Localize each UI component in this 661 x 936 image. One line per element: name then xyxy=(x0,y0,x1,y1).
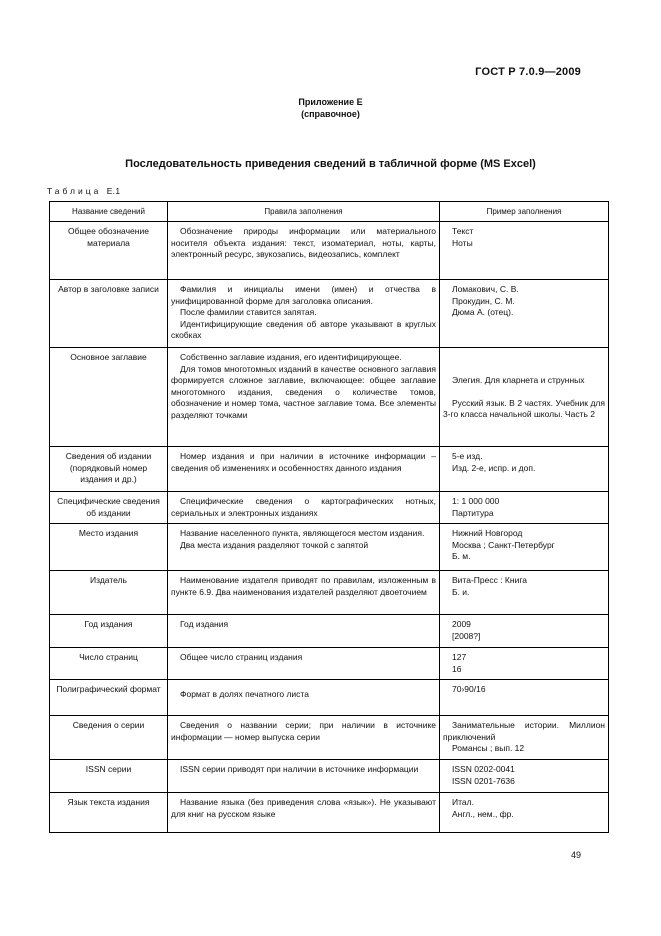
example-text: Романсы ; вып. 12 xyxy=(452,743,525,753)
table-row xyxy=(50,348,609,447)
appendix-title: Приложение Е xyxy=(298,97,363,107)
example-text: 1: 1 000 000 xyxy=(452,496,500,506)
example-text: Элегия. Для кларнета и струнных xyxy=(452,375,585,385)
cell-name: ISSN серии xyxy=(50,760,168,793)
example-text: Ломакович, С. В. xyxy=(452,284,519,294)
example-text: 127 xyxy=(452,652,467,662)
cell-rules xyxy=(168,648,440,680)
cell-name: Сведения об издании (порядковый номер издания и др.) xyxy=(50,447,168,492)
table-row xyxy=(50,222,609,280)
data-table xyxy=(49,201,609,833)
cell-example xyxy=(440,793,609,833)
table-label-number: Е.1 xyxy=(106,186,121,196)
example-text: Вита-Пресс : Книга xyxy=(452,575,527,585)
example-text: 70›90/16 xyxy=(452,684,486,694)
table-row xyxy=(50,280,609,348)
example-text: 16 xyxy=(452,663,462,674)
table-row xyxy=(50,716,609,760)
example-text: Б. м. xyxy=(452,551,471,561)
cell-rules xyxy=(168,280,440,348)
example-text: Дюма А. (отец). xyxy=(452,307,514,317)
document-standard-header: ГОСТ Р 7.0.9—2009 xyxy=(475,66,581,78)
cell-name: Год издания xyxy=(50,615,168,648)
example-text: ISSN 0202-0041 xyxy=(452,764,515,774)
rule-text: Для томов многотомных изданий в качестве основного заглавия формируется сложное заглавие, включающее: общее заглавие многотомного издания, сведения о количестве томов, обозначение и номер тома, частное заглавие тома. Все элементы разделяют точками xyxy=(171,363,436,420)
example-text: Русский язык. В 2 частях. Учебник для 3-го класса начальной школы. Часть 2 xyxy=(443,397,605,419)
cell-example xyxy=(440,571,609,615)
example-text: Ноты xyxy=(452,237,473,248)
table-row xyxy=(50,760,609,793)
rule-text: Название населенного пункта, являющегося местом издания. xyxy=(180,528,425,538)
rule-text: Обозначение природы информации или материального носителя объекта издания: текст, изоматериал, ноты, карты, электронный ресурс, звукозапись, видеозапись, комплект xyxy=(171,226,436,259)
cell-example xyxy=(440,648,609,680)
cell-name: Основное заглавие xyxy=(50,348,168,447)
cell-rules xyxy=(168,680,440,716)
rule-text: Название языка (без приведения слова «язык»). Не указывают для книг на русском языке xyxy=(171,797,436,819)
rule-text: Сведения о названии серии; при наличии в источнике информации — номер выпуска серии xyxy=(171,720,436,742)
rule-text: Два места издания разделяют точкой с запятой xyxy=(180,539,369,550)
example-text: Б. и. xyxy=(452,586,470,597)
rule-text: ISSN серии приводят при наличии в источнике информации xyxy=(180,764,419,774)
rule-text: Формат в долях печатного листа xyxy=(180,689,309,699)
example-text: Москва ; Санкт-Петербург xyxy=(452,539,555,550)
page-number: 49 xyxy=(570,850,581,860)
cell-rules xyxy=(168,716,440,760)
table-row xyxy=(50,680,609,716)
cell-rules xyxy=(168,760,440,793)
example-text: Изд. 2-е, испр. и доп. xyxy=(452,462,536,473)
example-text: 5-е изд. xyxy=(452,451,483,461)
cell-name: Специфические сведения об издании xyxy=(50,492,168,524)
table-row xyxy=(50,524,609,571)
column-header-example: Пример заполнения xyxy=(440,202,609,222)
example-text: Итал. xyxy=(452,797,474,807)
cell-rules xyxy=(168,222,440,280)
table-row xyxy=(50,648,609,680)
cell-example xyxy=(440,492,609,524)
cell-name: Издатель xyxy=(50,571,168,615)
table-label-word: Таблица xyxy=(47,186,102,196)
table-row xyxy=(50,571,609,615)
column-header-rules: Правила заполнения xyxy=(168,202,440,222)
cell-example xyxy=(440,760,609,793)
table-row xyxy=(50,447,609,492)
cell-name: Общее обозначение материала xyxy=(50,222,168,280)
cell-example xyxy=(440,524,609,571)
rule-text: Общее число страниц издания xyxy=(180,652,303,662)
cell-name: Полиграфический формат xyxy=(50,680,168,716)
example-text: ISSN 0201-7636 xyxy=(452,775,515,786)
cell-example xyxy=(440,680,609,716)
rule-text: Номер издания и при наличии в источнике информации – сведения об изменениях и особенностях данного издания xyxy=(171,451,436,473)
example-text: Занимательные истории. Миллион приключений xyxy=(443,720,605,742)
example-text: Текст xyxy=(452,226,474,236)
cell-name: Язык текста издания xyxy=(50,793,168,833)
column-header-name: Название сведений xyxy=(50,202,168,222)
cell-example xyxy=(440,280,609,348)
appendix-type: (справочное) xyxy=(301,109,360,119)
cell-example xyxy=(440,447,609,492)
cell-example xyxy=(440,716,609,760)
rule-text: Год издания xyxy=(180,619,229,629)
rule-text: Собственно заглавие издания, его идентифицирующее. xyxy=(180,352,402,362)
cell-example xyxy=(440,348,609,447)
cell-name: Сведения о серии xyxy=(50,716,168,760)
table-row xyxy=(50,615,609,648)
cell-name: Автор в заголовке записи xyxy=(50,280,168,348)
cell-rules xyxy=(168,571,440,615)
table-label xyxy=(47,186,120,196)
rule-text: Идентифицирующие сведения об авторе указывают в круглых скобках xyxy=(171,318,436,340)
example-text: Нижний Новгород xyxy=(452,528,523,538)
example-text: Англ., нем., фр. xyxy=(452,808,514,819)
rule-text: Наименование издателя приводят по правилам, изложенным в пункте 6.9. Два наименования издателей разделяют двоеточием xyxy=(171,575,436,597)
cell-rules xyxy=(168,447,440,492)
table-header-row xyxy=(50,202,609,222)
table-row xyxy=(50,793,609,833)
cell-rules xyxy=(168,492,440,524)
example-text: [2008?] xyxy=(452,630,481,641)
cell-example xyxy=(440,615,609,648)
cell-rules xyxy=(168,793,440,833)
cell-example xyxy=(440,222,609,280)
rule-text: После фамилии ставится запятая. xyxy=(180,307,317,317)
example-text: Партитура xyxy=(452,507,494,518)
cell-name: Число страниц xyxy=(50,648,168,680)
rule-text: Фамилия и инициалы имени (имен) и отчества в унифицированной форме для заголовка описания. xyxy=(171,284,436,306)
rule-text: Специфические сведения о картографических нотных, сериальных и электронных изданиях xyxy=(171,496,436,518)
cell-name: Место издания xyxy=(50,524,168,571)
cell-rules xyxy=(168,615,440,648)
section-title: Последовательность приведения сведений в табличной форме (MS Excel) xyxy=(125,158,536,170)
table-row xyxy=(50,492,609,524)
cell-rules xyxy=(168,524,440,571)
example-text: Прокудин, С. М. xyxy=(452,295,515,306)
cell-rules xyxy=(168,348,440,447)
example-text: 2009 xyxy=(452,619,471,629)
